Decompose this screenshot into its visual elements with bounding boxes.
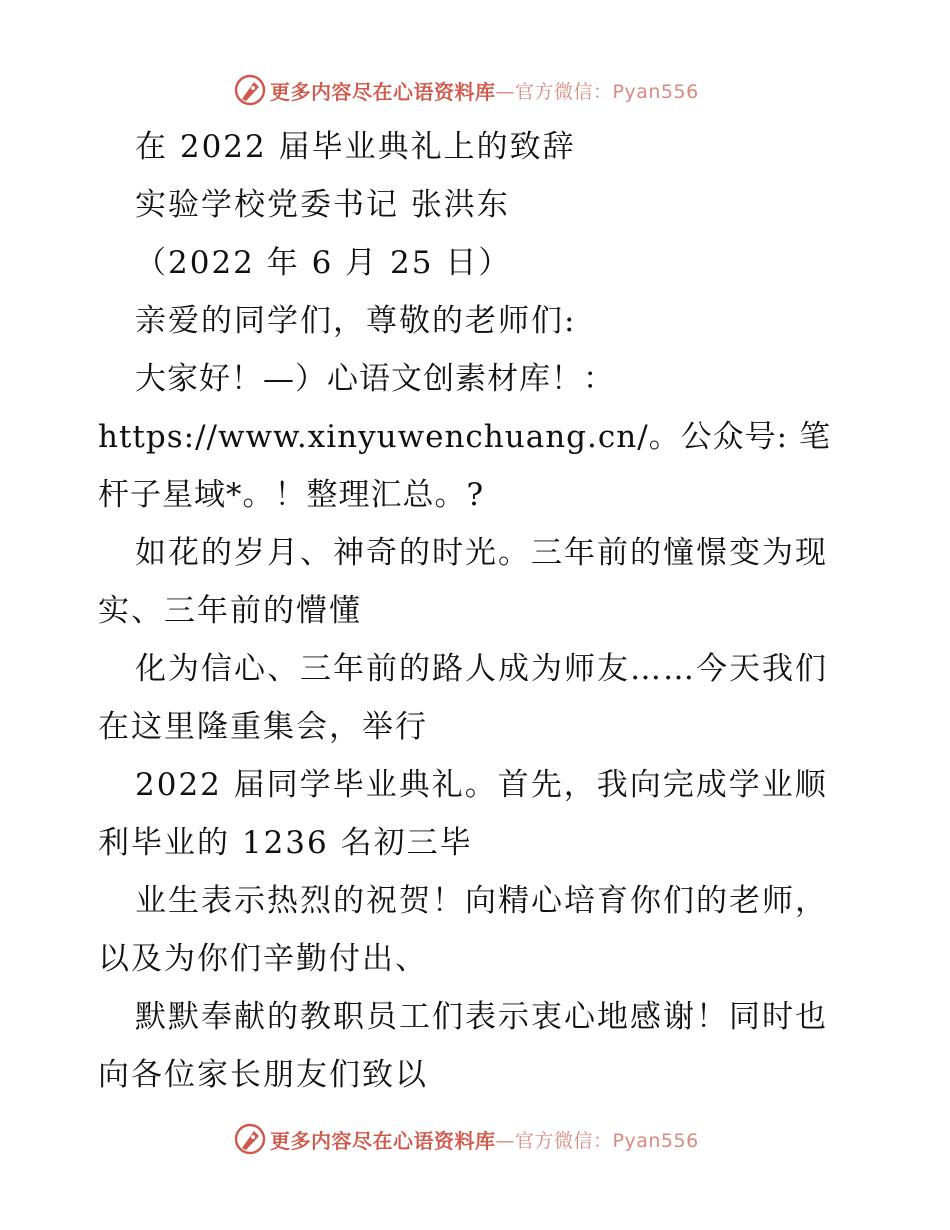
watermark-header — [233, 73, 699, 107]
speech-author: 实验学校党委书记 张洪东 — [135, 187, 510, 223]
speech-paragraph-4: 业生表示热烈的祝贺！向精心培育你们的老师，以及为你们辛勤付出、 — [98, 883, 828, 977]
speech-greeting: 大家好！—）心语文创素材库！：https://www.xinyuwenchuang.cn/。公众号: 笔杆子星域*。！整理汇总。? — [98, 361, 831, 513]
speech-paragraph-3: 2022 届同学毕业典礼。首先，我向完成学业顺利毕业的 1236 名初三毕 — [98, 767, 828, 861]
watermark-wechat-text: —官方微信：Pyan556 — [495, 1129, 699, 1152]
document-body — [98, 118, 858, 1104]
watermark-footer — [233, 1122, 699, 1156]
pen-nib-logo-icon — [233, 73, 267, 107]
speech-date: （2022 年 6 月 25 日） — [135, 245, 512, 281]
speech-paragraph-5: 默默奉献的教职员工们表示衷心地感谢！同时也向各位家长朋友们致以 — [98, 999, 828, 1093]
watermark-main-text: 更多内容尽在心语资料库 — [270, 1128, 496, 1153]
speech-paragraph-1: 如花的岁月、神奇的时光。三年前的憧憬变为现实、三年前的懵懂 — [98, 535, 828, 629]
speech-title: 在 2022 届毕业典礼上的致辞 — [135, 129, 576, 165]
watermark-wechat-text: —官方微信：Pyan556 — [495, 80, 699, 103]
speech-salutation: 亲爱的同学们，尊敬的老师们: — [135, 303, 577, 339]
speech-paragraph-2: 化为信心、三年前的路人成为师友……今天我们在这里隆重集会，举行 — [98, 651, 828, 745]
watermark-main-text: 更多内容尽在心语资料库 — [270, 79, 496, 104]
pen-nib-logo-icon — [233, 1122, 267, 1156]
